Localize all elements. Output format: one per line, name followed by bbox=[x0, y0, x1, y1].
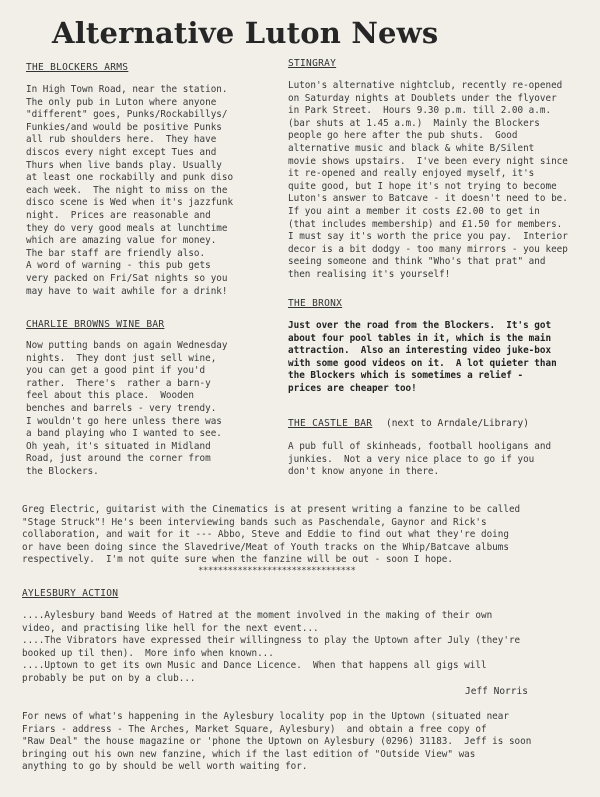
masthead-title: Alternative Luton News bbox=[52, 16, 439, 50]
aylesbury-heading: AYLESBURY ACTION bbox=[22, 588, 119, 599]
castle-subtitle: (next to Arndale/Library) bbox=[386, 418, 529, 429]
charlie-heading: CHARLIE BROWNS WINE BAR bbox=[26, 319, 165, 330]
greg-body: Greg Electric, guitarist with the Cinematics is at present writing a fanzine to be called "Stage Struck"! He's been interviewing bands such as Paschendale, Gaynor and Rick's collaboration, and wait for it --- Abbo, Steve and Eddie to find out what they're doing or have been doing since the Slavedrive/Meat of Youth tracks on the Whip/Batcave albums respectively. I'm not quite sure when the fanzine will be out - soon I hope. bbox=[22, 504, 521, 566]
blockers-heading: THE BLOCKERS ARMS bbox=[26, 62, 129, 73]
blockers-body: In High Town Road, near the station. The only pub in Luton where anyone "different" goes, Punks/Rockabillys/ Funkies/and would be positive Punks all rub shoulders here. They have discos every night except Tues and Thurs when live bands play. Usually at least one rockabilly and punk diso each week. The night to miss on the disco scene is Wed when it's jazzfunk night. Prices are reasonable and they do very good meals at lunchtime which are amazing value for money. The bar staff are friendly also. A word of warning - this pub gets very packed on Fri/Sat nights so you may have to wait awhile for a drink! bbox=[26, 84, 234, 297]
stingray-body: Luton's alternative nightclub, recently re-opened on Saturday nights at Doublets under the flyover in Park Street. Hours 9.30 p.m. till 2.00 a.m. (bar shuts at 1.45 a.m.) Mainly the Blockers people go here after the pub shuts. Good alternative music and black & white B/Silent movie shows upstairs. I've been every night since it re-opened and really enjoyed myself, it's quite good, but I hope it's not trying to become Luton's answer to Batcave - it doesn't need to be. If you aint a member it costs £2.00 to get in (that includes membership) and £1.50 for members. I must say it's worth the price you pay. Interior decor is a bit dodgy - too many mirrors - you keep seeing someone and think "Who's that prat" and then realising it's yourself! bbox=[288, 80, 568, 280]
signature: Jeff Norris bbox=[465, 686, 528, 697]
bronx-body: Just over the road from the Blockers. It's got about four pool tables in it, which is the main attraction. Also an interesting video juke-box with some good videos on it. A lot quieter than the Blockers which is sometimes a relief - prices are cheaper too! bbox=[288, 320, 557, 394]
separator-stars: ******************************** bbox=[198, 566, 356, 576]
castle-heading: THE CASTLE BAR bbox=[288, 418, 373, 429]
aylesbury-body: ....Aylesbury band Weeds of Hatred at the moment involved in the making of their own video, and practising like hell for the next event... ....The Vibrators have expressed their willingness to play the Uptown after July (they're booked up til then). More info when known... ....Uptown to get its own Music and Dance Licence. When that happens all gigs will probably be put on by a club... bbox=[22, 610, 521, 684]
stingray-heading: STINGRAY bbox=[288, 58, 337, 69]
bronx-heading: THE BRONX bbox=[288, 298, 343, 309]
footer-body: For news of what's happening in the Aylesbury locality pop in the Uptown (situated near Friars - address - The Arches, Market Square, Aylesbury) and obtain a free copy of "Raw Deal" the house magazine or 'phone the Uptown on Aylesbury (0296) 31183. Jeff is soon bringing out his own new fanzine, which if the last edition of "Outside View" was anything to go by should be well worth waiting for. bbox=[22, 711, 532, 773]
castle-body: A pub full of skinheads, football hooligans and junkies. Not a very nice place to go if you don't know anyone in there. bbox=[288, 441, 552, 478]
charlie-body: Now putting bands on again Wednesday nights. They dont just sell wine, you can get a good pint if you'd rather. There's rather a barn-y feel about this place. Wooden benches and barrels - very trendy. I wouldn't go here unless there was a band playing who I wanted to see. Oh yeah, it's situated in Midland Road, just around the corner from the Blockers. bbox=[26, 340, 228, 477]
